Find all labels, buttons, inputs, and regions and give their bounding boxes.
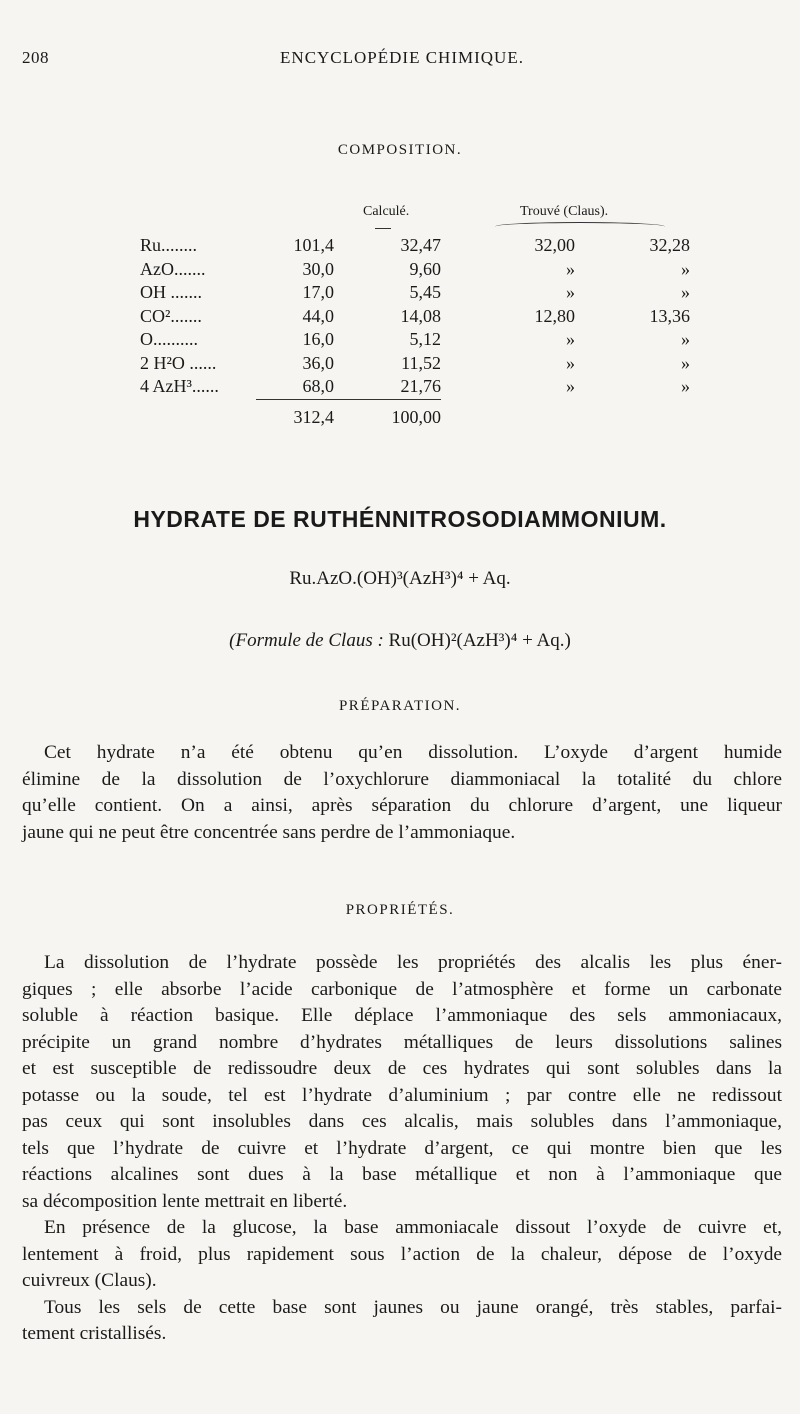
text-line: lentement à froid, plus rapidement sous l’action de la chaleur, dépose de l’oxyde (22, 1243, 782, 1265)
column-header-calculated: Calculé. (363, 204, 410, 219)
found-value-1-cell: » (566, 282, 575, 302)
table-row (140, 281, 690, 305)
text-line: et est susceptible de redissoudre deux de ces hydrates qui sont solubles dans la (22, 1058, 782, 1079)
element-cell: Ru........ (140, 235, 198, 255)
preparation-heading: PRÉPARATION. (338, 698, 462, 714)
found-value-1-cell: » (566, 258, 575, 279)
composition-table (140, 234, 690, 429)
composition-heading: COMPOSITION. (337, 142, 463, 158)
calculated-percent-cell: 9,60 (409, 258, 441, 279)
text-line: En présence de la glucose, la base ammoniacale dissout l’oxyde de cuivre et, (44, 1217, 782, 1238)
compound-title: HYDRATE DE RUTHÉNNITROSODIAMMONIUM. (133, 506, 667, 532)
found-value-1-cell: » (566, 329, 575, 349)
calculated-percent-cell: 5,12 (409, 329, 441, 349)
found-value-1-cell: 12,80 (534, 305, 575, 326)
found-value-1-cell: » (566, 352, 575, 373)
found-value-2-cell: » (681, 258, 690, 279)
column-header-found: Trouvé (Claus). (520, 204, 609, 219)
total-row (140, 399, 690, 429)
found-value-2-cell: 13,36 (649, 305, 690, 326)
found-value-2-cell: » (681, 352, 690, 373)
found-value-2-cell: » (681, 282, 690, 302)
calculated-percent-cell: 21,76 (334, 375, 441, 399)
text-line: tels que l’hydrate de cuivre et l’hydrate d’argent, ce qui montre bien que les (22, 1137, 782, 1159)
table-row (140, 258, 690, 282)
compound-formula: Ru.AzO.(OH)³(AzH³)⁴ + Aq. (289, 568, 511, 589)
calculated-dash (375, 228, 391, 229)
calculated-percent-cell: 32,47 (400, 235, 441, 255)
text-line: potasse ou la soude, tel est l’hydrate d’aluminium ; par contre elle ne redissout (22, 1084, 782, 1106)
properties-heading: PROPRIÉTÉS. (345, 902, 455, 918)
text-line: qu’elle contient. On a ainsi, après séparation du chlorure d’argent, une liqueur (22, 795, 782, 816)
calculated-percent-cell: 14,08 (400, 305, 441, 326)
weight-cell: 44,0 (302, 305, 334, 326)
properties-paragraph (22, 950, 782, 1348)
text-line: cuivreux (Claus). (22, 1270, 157, 1291)
weight-cell: 30,0 (302, 258, 334, 279)
element-cell: AzO....... (140, 258, 206, 279)
claus-formula (0, 630, 800, 652)
page-number: 208 (22, 48, 49, 67)
table-row (140, 234, 690, 258)
text-line: Tous les sels de cette base sont jaunes ou jaune orangé, très stables, parfai- (44, 1296, 782, 1318)
text-line: réactions alcalines sont dues à la base métallique et non à l’ammoniaque que (22, 1164, 782, 1185)
found-value-2-cell: » (681, 329, 690, 349)
weight-cell: 68,0 (256, 375, 334, 399)
text-line: jaune qui ne peut être concentrée sans perdre de l’ammoniaque. (22, 821, 516, 843)
preparation-paragraph (22, 740, 782, 846)
text-line: giques ; elle absorbe l’acide carbonique de l’atmosphère et forme un carbonate (22, 978, 782, 1000)
found-bracket (495, 222, 665, 231)
element-cell: O.......... (140, 329, 198, 349)
text-line: soluble à réaction basique. Elle déplace l’ammoniaque des sels ammoniacaux, (22, 1005, 782, 1026)
text-line: pas ceux qui sont insolubles dans ces alcalis, mais solubles dans l’ammoniaque, (22, 1111, 782, 1132)
element-cell: CO²....... (140, 305, 202, 326)
weight-cell: 36,0 (302, 352, 334, 373)
element-cell: 2 H²O ...... (140, 352, 217, 373)
total-percent: 100,00 (391, 406, 441, 427)
found-value-1-cell: 32,00 (534, 235, 575, 255)
table-row (140, 305, 690, 329)
element-cell: OH ....... (140, 282, 202, 302)
weight-cell: 17,0 (302, 282, 334, 302)
weight-cell: 101,4 (293, 235, 334, 255)
table-row (140, 352, 690, 376)
claus-formula-value: Ru(OH)²(AzH³)⁴ + Aq.) (388, 630, 571, 651)
running-header (22, 48, 782, 74)
text-line: tement cristallisés. (22, 1323, 167, 1344)
weight-cell: 16,0 (302, 329, 334, 349)
element-cell: 4 AzH³...... (140, 376, 219, 397)
found-value-2-cell: » (681, 376, 690, 397)
text-line: La dissolution de l’hydrate possède les propriétés des alcalis les plus éner- (44, 952, 782, 973)
claus-formula-label: (Formule de Claus : (229, 630, 384, 651)
table-row (140, 375, 690, 399)
total-weight: 312,4 (293, 406, 334, 427)
text-line: Cet hydrate n’a été obtenu qu’en dissolution. L’oxyde d’argent humide (44, 742, 782, 763)
calculated-percent-cell: 11,52 (401, 352, 441, 373)
text-line: sa décomposition lente mettrait en liberté. (22, 1190, 348, 1212)
running-title: ENCYCLOPÉDIE CHIMIQUE. (280, 48, 524, 67)
text-line: élimine de la dissolution de l’oxychlorure diammoniacal la totalité du chlore (22, 768, 782, 790)
found-value-1-cell: » (566, 376, 575, 397)
calculated-percent-cell: 5,45 (409, 282, 441, 302)
text-line: précipite un grand nombre d’hydrates métalliques de leurs dissolutions salines (22, 1031, 782, 1053)
table-row (140, 328, 690, 352)
found-value-2-cell: 32,28 (649, 235, 690, 255)
